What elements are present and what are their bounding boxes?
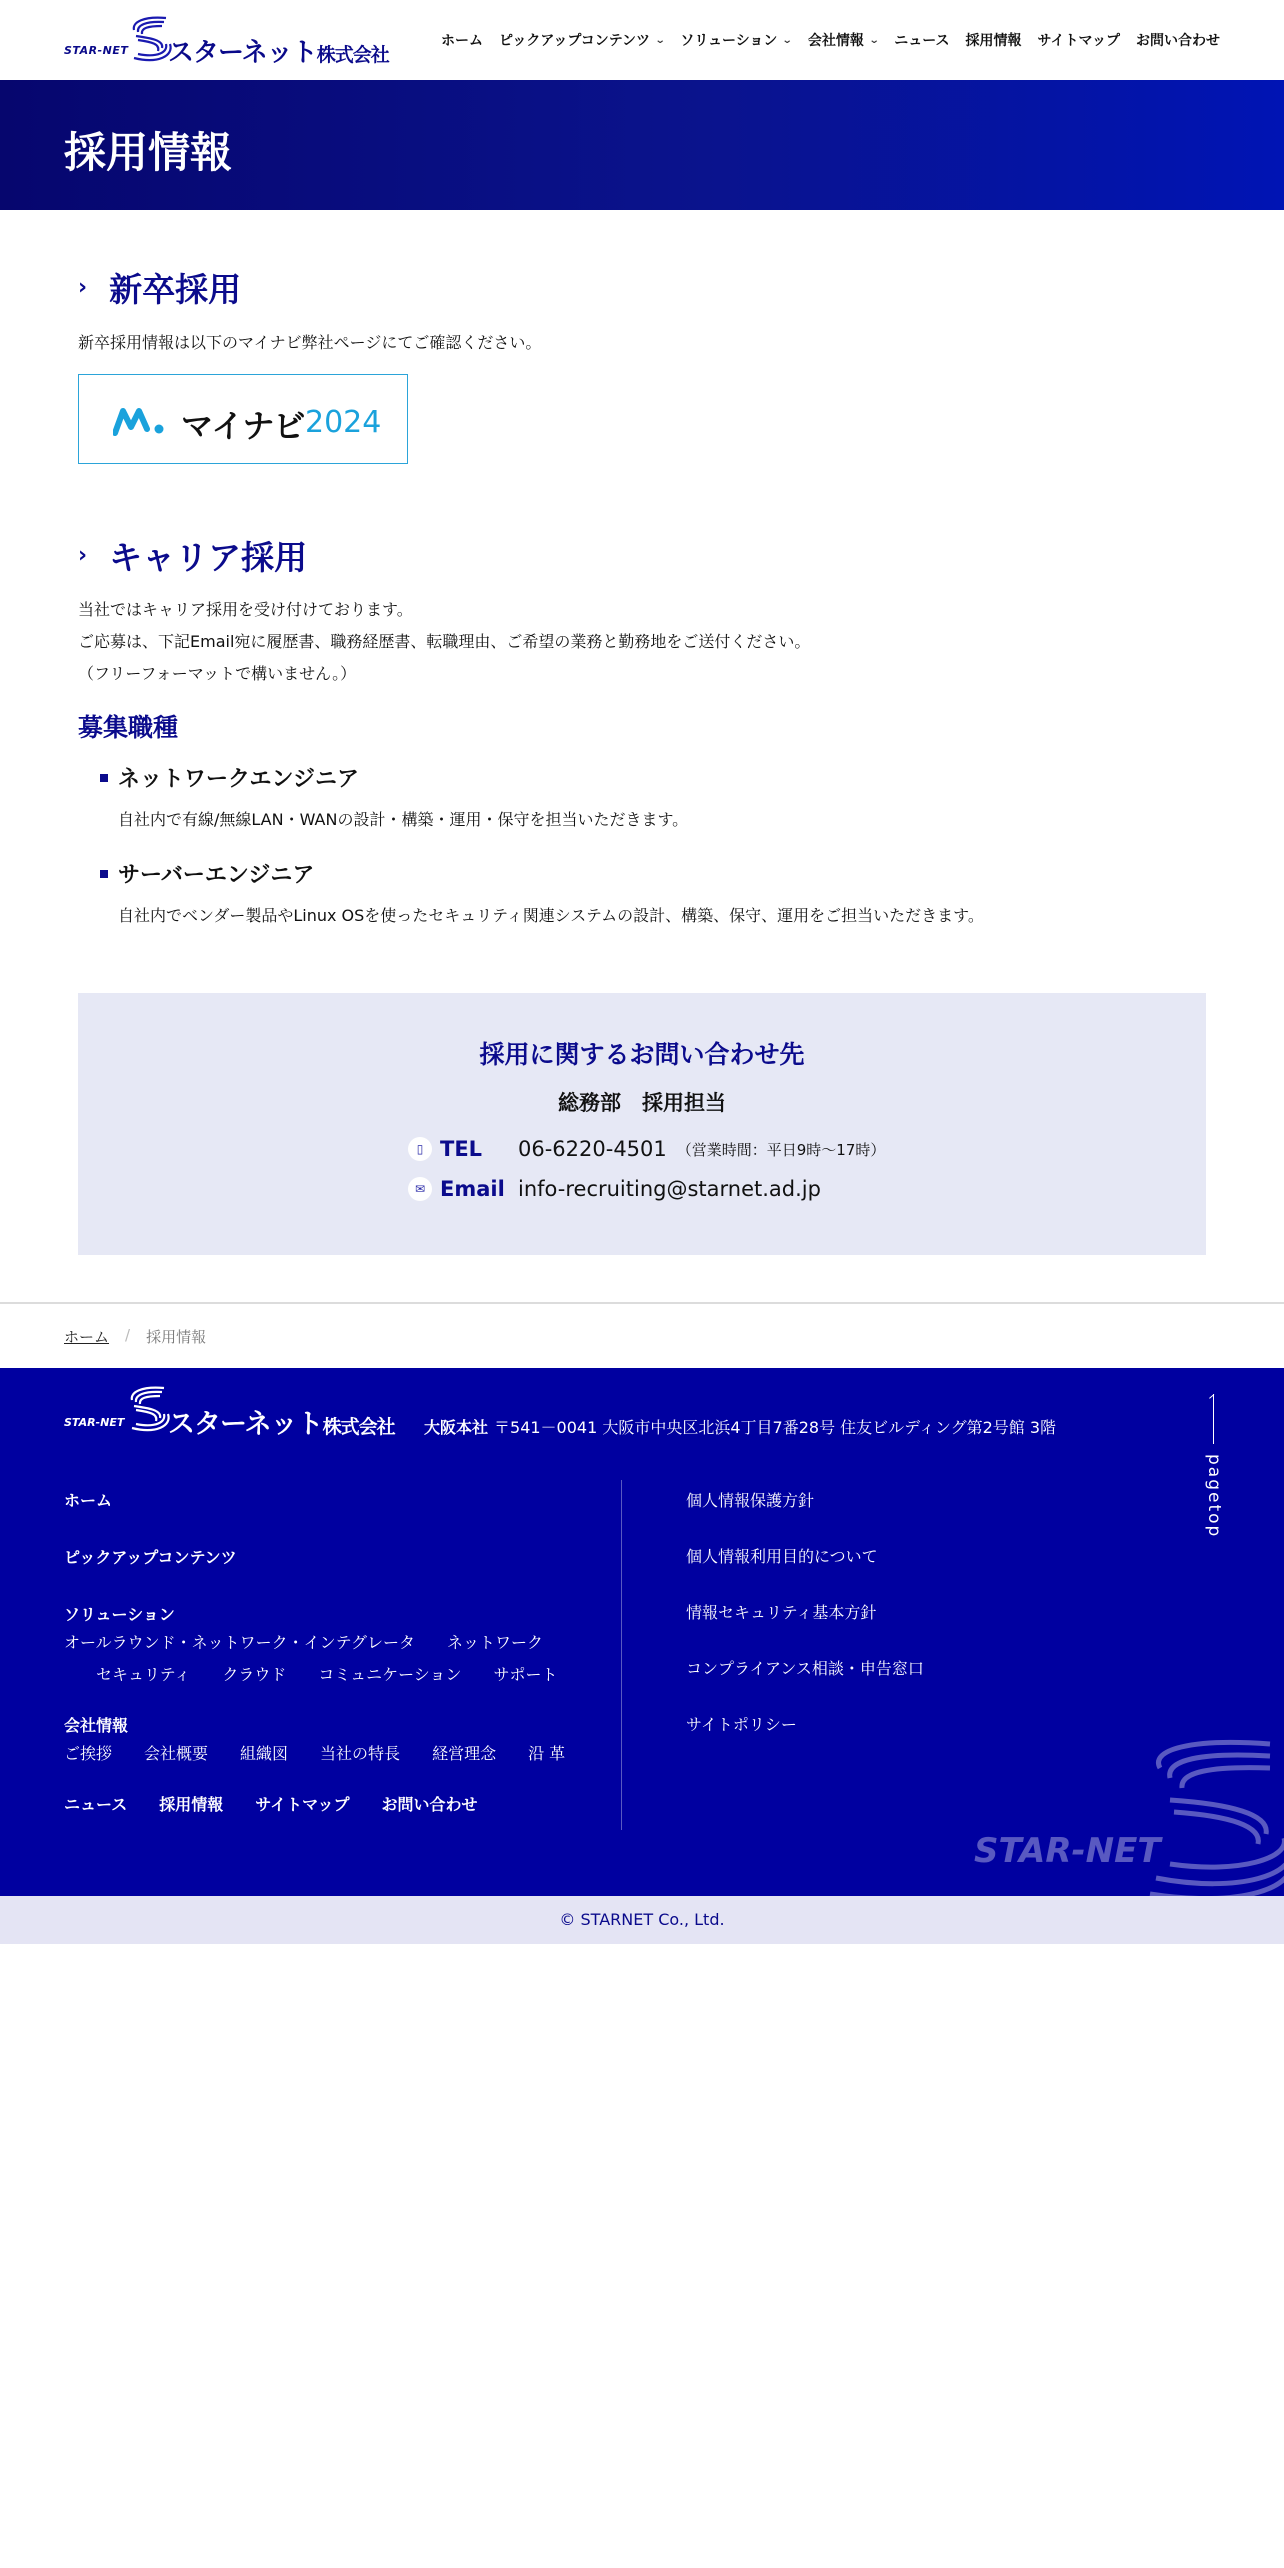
tel-label: TEL — [440, 1137, 483, 1161]
pagetop-label: pagetop — [1204, 1454, 1224, 1539]
nav-label: 会社情報 — [807, 33, 864, 49]
chevron-down-icon: ⌄ — [782, 34, 794, 46]
main-nav — [441, 30, 1220, 50]
position-desc: 自社内で有線/無線LAN・WANの設計・構築・運用・保守を担当いただきます。 — [118, 810, 689, 829]
contact-title: 採用に関するお問い合わせ先 — [479, 1040, 805, 1069]
footer-link-allround[interactable]: オールラウンド・ネットワーク・インテグレータ — [64, 1633, 416, 1652]
site-header — [0, 0, 1284, 80]
positions-title: 募集職種 — [78, 713, 179, 742]
footer-link-privacy-purpose[interactable]: 個人情報利用目的について — [686, 1547, 878, 1566]
bullet-square-icon — [100, 870, 108, 878]
nav-label: ホーム — [440, 33, 483, 49]
watermark-text: STAR-NET — [974, 1831, 1161, 1871]
footer-link-history[interactable]: 沿 革 — [528, 1744, 566, 1763]
footer-bottom-links — [64, 1792, 604, 1815]
bullet-square-icon — [100, 774, 108, 782]
footer-link-site-policy[interactable]: サイトポリシー — [686, 1715, 797, 1734]
footer-link-news[interactable]: ニュース — [64, 1795, 128, 1814]
contact-department: 総務部 採用担当 — [558, 1091, 726, 1115]
position-item — [100, 858, 984, 926]
chevron-right-icon: › — [78, 275, 88, 300]
nav-label: ニュース — [894, 33, 950, 49]
logo-suffix: 株式会社 — [316, 44, 389, 66]
footer-link-pickup[interactable]: ピックアップコンテンツ — [64, 1548, 237, 1567]
tel-value[interactable]: 06-6220-4501 — [518, 1137, 667, 1161]
footer-link-solutions[interactable]: ソリューション — [64, 1605, 175, 1624]
site-logo[interactable] — [64, 14, 389, 68]
mynavi-banner-link[interactable] — [78, 374, 408, 464]
footer-link-compliance[interactable]: コンプライアンス相談・申告窓口 — [686, 1659, 924, 1678]
nav-recruit[interactable] — [966, 30, 1022, 50]
chevron-right-icon: › — [78, 543, 88, 568]
nav-label: サイトマップ — [1037, 33, 1120, 49]
footer-link-home[interactable]: ホーム — [64, 1491, 113, 1510]
career-line: （フリーフォーマットで構いません。） — [78, 664, 357, 683]
new-grad-text: 新卒採用情報は以下のマイナビ弊社ページにてご確認ください。 — [78, 333, 542, 352]
footer-logo-brand-en: STAR-NET — [64, 1416, 125, 1429]
career-line: 当社ではキャリア採用を受け付けております。 — [78, 600, 413, 619]
footer-link-org-chart[interactable]: 組織図 — [240, 1744, 289, 1763]
nav-label: 採用情報 — [965, 33, 1022, 49]
page-title: 採用情報 — [64, 128, 233, 177]
footer-logo-company — [168, 1402, 395, 1441]
chevron-down-icon: ⌄ — [654, 34, 666, 46]
logo-brand-en: STAR-NET — [64, 44, 129, 57]
footer-link-network[interactable]: ネットワーク — [447, 1633, 544, 1652]
address-text: 〒541－0041 大阪市中央区北浜4丁目7番28号 住友ビルディング第2号館 3階 — [494, 1418, 1057, 1437]
nav-company[interactable] — [808, 30, 878, 50]
nav-label: お問い合わせ — [1136, 33, 1220, 49]
career-title: キャリア採用 — [109, 538, 308, 577]
footer-link-features[interactable]: 当社の特長 — [320, 1744, 401, 1763]
career-heading — [78, 532, 307, 579]
logo-company-name — [168, 32, 389, 69]
position-desc: 自社内でベンダー製品やLinux OSを使ったセキュリティ関連システムの設計、構築、保守、運用をご担当いただきます。 — [118, 906, 984, 925]
footer-logo[interactable] — [64, 1384, 395, 1440]
footer-logo-brand-ja: スターネット — [168, 1409, 323, 1440]
page-hero — [0, 80, 1284, 210]
email-label: Email — [440, 1177, 505, 1201]
mynavi-brand: マイナビ — [181, 407, 305, 445]
footer-link-privacy-policy[interactable]: 個人情報保護方針 — [686, 1491, 815, 1510]
copyright: © STARNET Co., Ltd. — [0, 1896, 1284, 1944]
contact-tel-row — [408, 1137, 885, 1161]
phone-icon: ▯ — [408, 1137, 432, 1161]
breadcrumb — [64, 1326, 206, 1347]
footer-link-sitemap[interactable]: サイトマップ — [255, 1795, 350, 1814]
footer-link-security[interactable]: セキュリティ — [96, 1665, 191, 1684]
pagetop-button[interactable] — [1202, 1394, 1226, 1544]
site-footer — [0, 1368, 1284, 1896]
career-line: ご応募は、下記Email宛に履歴書、職務経歴書、転職理由、ご希望の業務と勤務地をご送付ください。 — [78, 632, 811, 651]
nav-solutions[interactable] — [680, 30, 794, 50]
nav-label: ソリューション — [680, 33, 778, 49]
footer-nav-right — [686, 1488, 924, 1768]
footer-link-overview[interactable]: 会社概要 — [144, 1744, 209, 1763]
footer-solutions-list — [64, 1627, 604, 1691]
nav-news[interactable] — [894, 30, 949, 50]
mail-icon: ✉ — [408, 1177, 432, 1201]
nav-contact[interactable] — [1136, 30, 1220, 50]
footer-logo-suffix: 株式会社 — [322, 1416, 395, 1438]
career-text — [78, 594, 810, 690]
nav-label: ピックアップコンテンツ — [498, 33, 651, 49]
address-label: 大阪本社 — [424, 1418, 489, 1437]
footer-link-communication[interactable]: コミュニケーション — [318, 1665, 462, 1684]
breadcrumb-current: 採用情報 — [146, 1328, 207, 1346]
footer-nav-left — [64, 1488, 604, 1815]
nav-home[interactable] — [441, 30, 483, 50]
position-title: サーバーエンジニア — [118, 863, 315, 888]
footer-divider — [621, 1480, 622, 1830]
footer-link-greeting[interactable]: ご挨拶 — [64, 1744, 113, 1763]
chevron-down-icon: ⌄ — [868, 34, 880, 46]
footer-address — [424, 1415, 1056, 1438]
email-value[interactable]: info-recruiting@starnet.ad.jp — [518, 1177, 821, 1201]
footer-link-company[interactable]: 会社情報 — [64, 1716, 129, 1735]
footer-link-contact[interactable]: お問い合わせ — [381, 1795, 478, 1814]
mynavi-year: 2024 — [305, 405, 382, 440]
breadcrumb-home-link[interactable]: ホーム — [64, 1328, 110, 1346]
footer-link-philosophy[interactable]: 経営理念 — [432, 1744, 497, 1763]
position-item — [100, 762, 688, 830]
star-net-watermark-logo — [970, 1738, 1284, 1896]
footer-link-infosec-policy[interactable]: 情報セキュリティ基本方針 — [686, 1603, 877, 1622]
tel-hours-note: （営業時間：平日9時〜17時） — [676, 1140, 886, 1159]
footer-link-recruit[interactable]: 採用情報 — [159, 1795, 224, 1814]
footer-link-cloud[interactable]: クラウド — [222, 1665, 287, 1684]
contact-email-row — [408, 1177, 821, 1201]
logo-brand-ja: スターネット — [168, 38, 317, 68]
footer-link-support[interactable]: サポート — [493, 1665, 558, 1684]
position-title: ネットワークエンジニア — [118, 767, 360, 792]
recruit-contact-box — [78, 993, 1206, 1255]
arrow-up-icon — [1213, 1394, 1214, 1444]
breadcrumb-separator: / — [125, 1326, 131, 1344]
new-grad-title: 新卒採用 — [109, 270, 242, 309]
nav-sitemap[interactable] — [1038, 30, 1120, 50]
footer-company-list — [64, 1738, 604, 1770]
new-grad-heading — [78, 264, 241, 311]
nav-pickup[interactable] — [499, 30, 664, 50]
breadcrumb-divider — [0, 1302, 1284, 1304]
mynavi-logo-icon — [113, 405, 173, 437]
